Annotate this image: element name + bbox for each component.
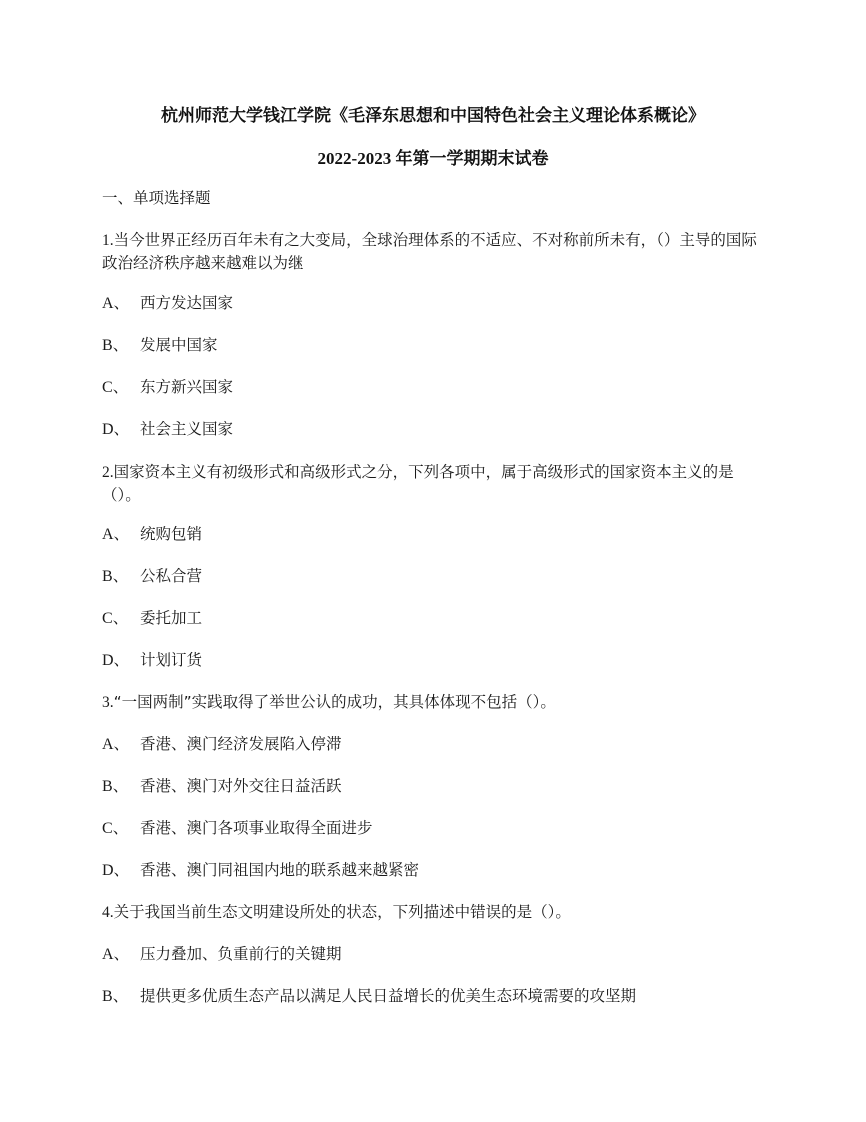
option-4a bbox=[102, 943, 342, 966]
option-letter: B、 bbox=[102, 778, 129, 795]
option-3d bbox=[102, 859, 419, 882]
option-letter: B、 bbox=[102, 337, 129, 354]
option-text: 香港、澳门各项事业取得全面进步 bbox=[140, 819, 373, 837]
question-3 bbox=[102, 691, 767, 714]
option-letter: C、 bbox=[102, 820, 129, 837]
question-1 bbox=[102, 229, 767, 274]
question-2 bbox=[102, 461, 767, 506]
option-2a bbox=[102, 523, 202, 546]
option-text: 公私合营 bbox=[140, 567, 203, 585]
option-letter: A、 bbox=[102, 736, 130, 753]
option-letter: C、 bbox=[102, 379, 129, 396]
option-1c bbox=[102, 376, 233, 399]
document-title: 杭州师范大学钱江学院《毛泽东思想和中国特色社会主义理论体系概论》 bbox=[161, 106, 705, 125]
option-2b bbox=[102, 565, 202, 588]
option-3b bbox=[102, 775, 342, 798]
option-text: 香港、澳门经济发展陷入停滞 bbox=[140, 735, 342, 753]
option-text: 计划订货 bbox=[140, 651, 203, 669]
question-text: 国家资本主义有初级形式和高级形式之分，下列各项中，属于高级形式的国家资本主义的是（）。 bbox=[102, 463, 734, 504]
option-1a bbox=[102, 292, 233, 315]
option-text: 委托加工 bbox=[140, 609, 203, 627]
option-text: 压力叠加、负重前行的关键期 bbox=[140, 945, 342, 963]
option-text: 东方新兴国家 bbox=[140, 378, 234, 396]
option-text: 社会主义国家 bbox=[140, 420, 234, 438]
option-3c bbox=[102, 817, 373, 840]
option-letter: A、 bbox=[102, 946, 130, 963]
option-text: 香港、澳门对外交往日益活跃 bbox=[140, 777, 342, 795]
option-letter: A、 bbox=[102, 526, 130, 543]
option-letter: C、 bbox=[102, 610, 129, 627]
option-1b bbox=[102, 334, 218, 357]
question-number: 3. bbox=[102, 694, 114, 711]
question-text: 当今世界正经历百年未有之大变局，全球治理体系的不适应、不对称前所未有，（）主导的国际政治经济秩序越来越难以为继 bbox=[102, 231, 757, 272]
question-number: 2. bbox=[102, 464, 114, 481]
option-text: 香港、澳门同祖国内地的联系越来越紧密 bbox=[140, 861, 420, 879]
option-letter: B、 bbox=[102, 568, 129, 585]
document-subtitle: 2022-2023 年第一学期期末试卷 bbox=[317, 149, 549, 168]
option-text: 统购包销 bbox=[140, 525, 203, 543]
question-number: 4. bbox=[102, 904, 114, 921]
option-1d bbox=[102, 418, 233, 441]
question-4 bbox=[102, 901, 767, 924]
option-4b bbox=[102, 985, 636, 1008]
question-text: 关于我国当前生态文明建设所处的状态，下列描述中错误的是（）。 bbox=[113, 903, 571, 921]
option-2c bbox=[102, 607, 202, 630]
option-3a bbox=[102, 733, 342, 756]
option-text: 提供更多优质生态产品以满足人民日益增长的优美生态环境需要的攻坚期 bbox=[140, 987, 637, 1005]
option-letter: D、 bbox=[102, 421, 130, 438]
option-letter: D、 bbox=[102, 652, 130, 669]
option-text: 发展中国家 bbox=[140, 336, 218, 354]
option-letter: B、 bbox=[102, 988, 129, 1005]
question-number: 1. bbox=[102, 232, 114, 249]
option-2d bbox=[102, 649, 202, 672]
section-heading: 一、单项选择题 bbox=[102, 189, 211, 207]
question-text: “一国两制”实践取得了举世公认的成功，其具体体现不包括（）。 bbox=[113, 693, 556, 711]
option-letter: A、 bbox=[102, 295, 130, 312]
option-letter: D、 bbox=[102, 862, 130, 879]
option-text: 西方发达国家 bbox=[140, 294, 234, 312]
